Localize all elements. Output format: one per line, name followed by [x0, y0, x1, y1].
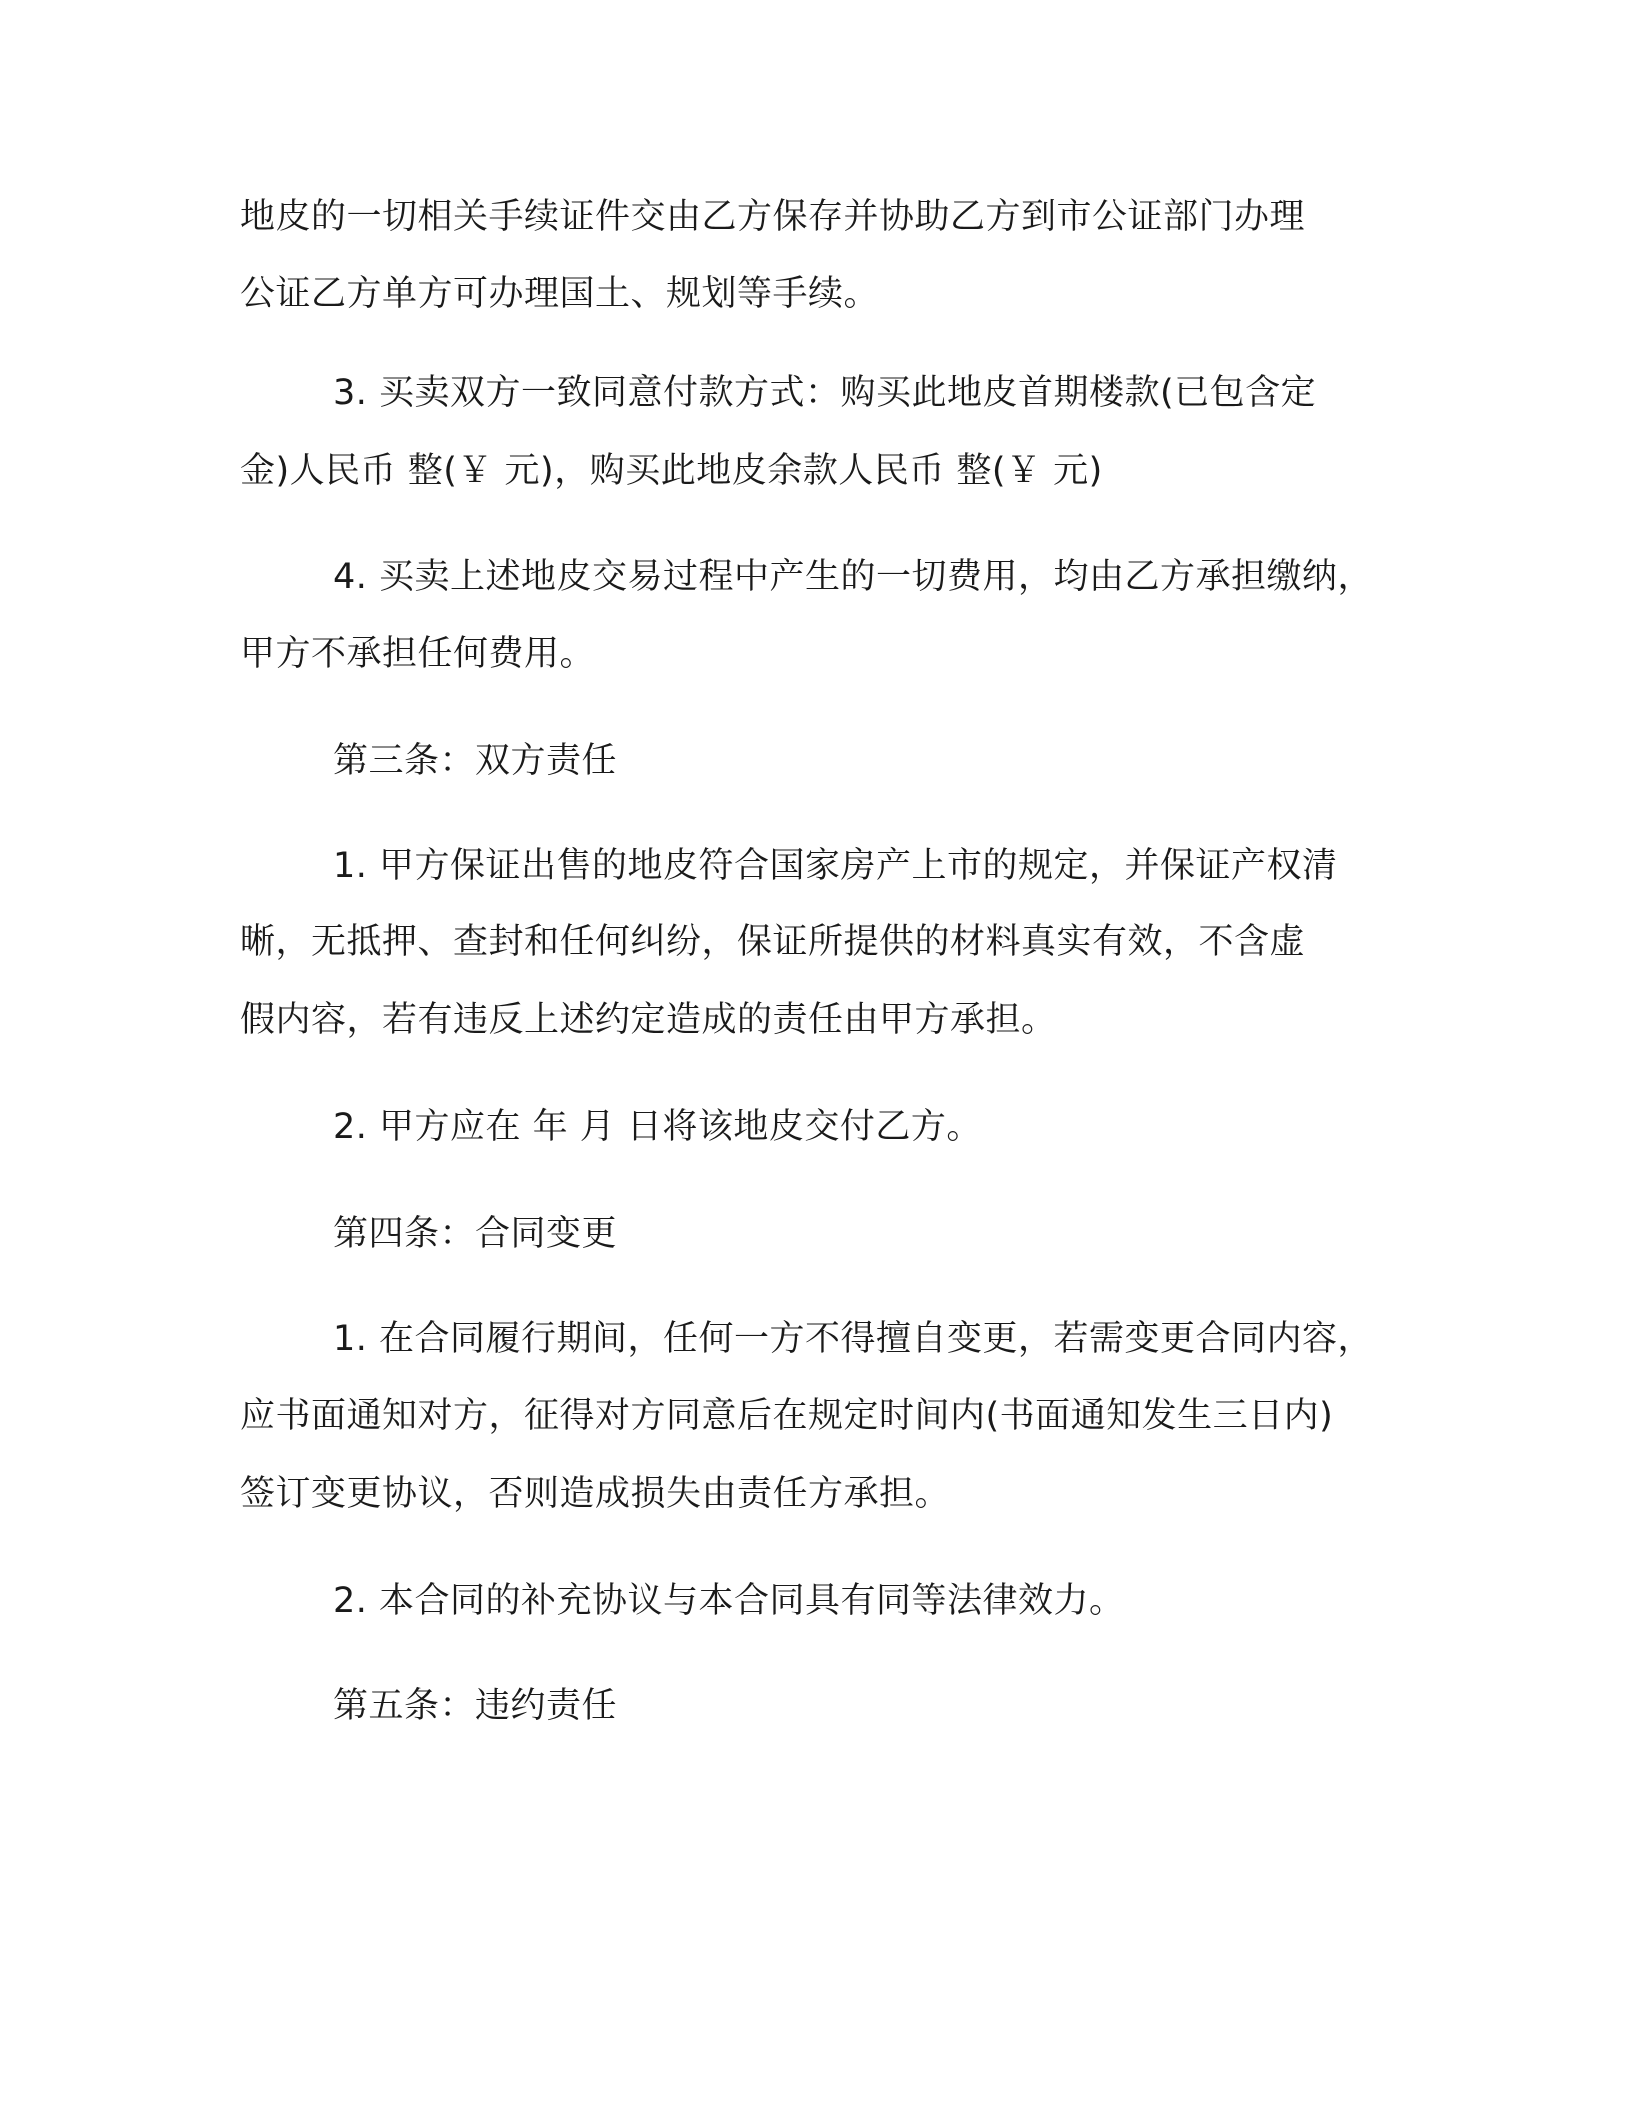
article-3-clause-2: 2. 甲方应在 年 月 日将该地皮交付乙方。 [333, 1107, 982, 1147]
article-4-clause-1: 1. 在合同履行期间，任何一方不得擅自变更，若需变更合同内容， [333, 1319, 1374, 1359]
article-5-heading: 第五条：违约责任 [333, 1686, 618, 1726]
article-3-clause-1: 1. 甲方保证出售的地皮符合国家房产上市的规定，并保证产权清 [333, 846, 1338, 886]
clause-3-text: 3. 买卖双方一致同意付款方式：购买此地皮首期楼款(已包含定 [333, 373, 1317, 413]
text-line: 签订变更协议，否则造成损失由责任方承担。 [240, 1474, 951, 1514]
text-line: 甲方不承担任何费用。 [240, 634, 596, 674]
text-line: 假内容，若有违反上述约定造成的责任由甲方承担。 [240, 1000, 1057, 1040]
text-line: 晰，无抵押、查封和任何纠纷，保证所提供的材料真实有效，不含虚 [240, 922, 1306, 962]
article-4-heading: 第四条：合同变更 [333, 1214, 618, 1254]
text-line: 金)人民币 整(￥ 元)，购买此地皮余款人民币 整(￥ 元) [240, 451, 1103, 491]
text-line: 地皮的一切相关手续证件交由乙方保存并协助乙方到市公证部门办理 [240, 197, 1306, 237]
article-3-heading: 第三条：双方责任 [333, 741, 618, 781]
clause-4-text: 4. 买卖上述地皮交易过程中产生的一切费用，均由乙方承担缴纳， [333, 557, 1374, 597]
text-line: 应书面通知对方，征得对方同意后在规定时间内(书面通知发生三日内) [240, 1396, 1334, 1436]
article-4-clause-2: 2. 本合同的补充协议与本合同具有同等法律效力。 [333, 1581, 1125, 1621]
text-line: 公证乙方单方可办理国土、规划等手续。 [240, 274, 880, 314]
